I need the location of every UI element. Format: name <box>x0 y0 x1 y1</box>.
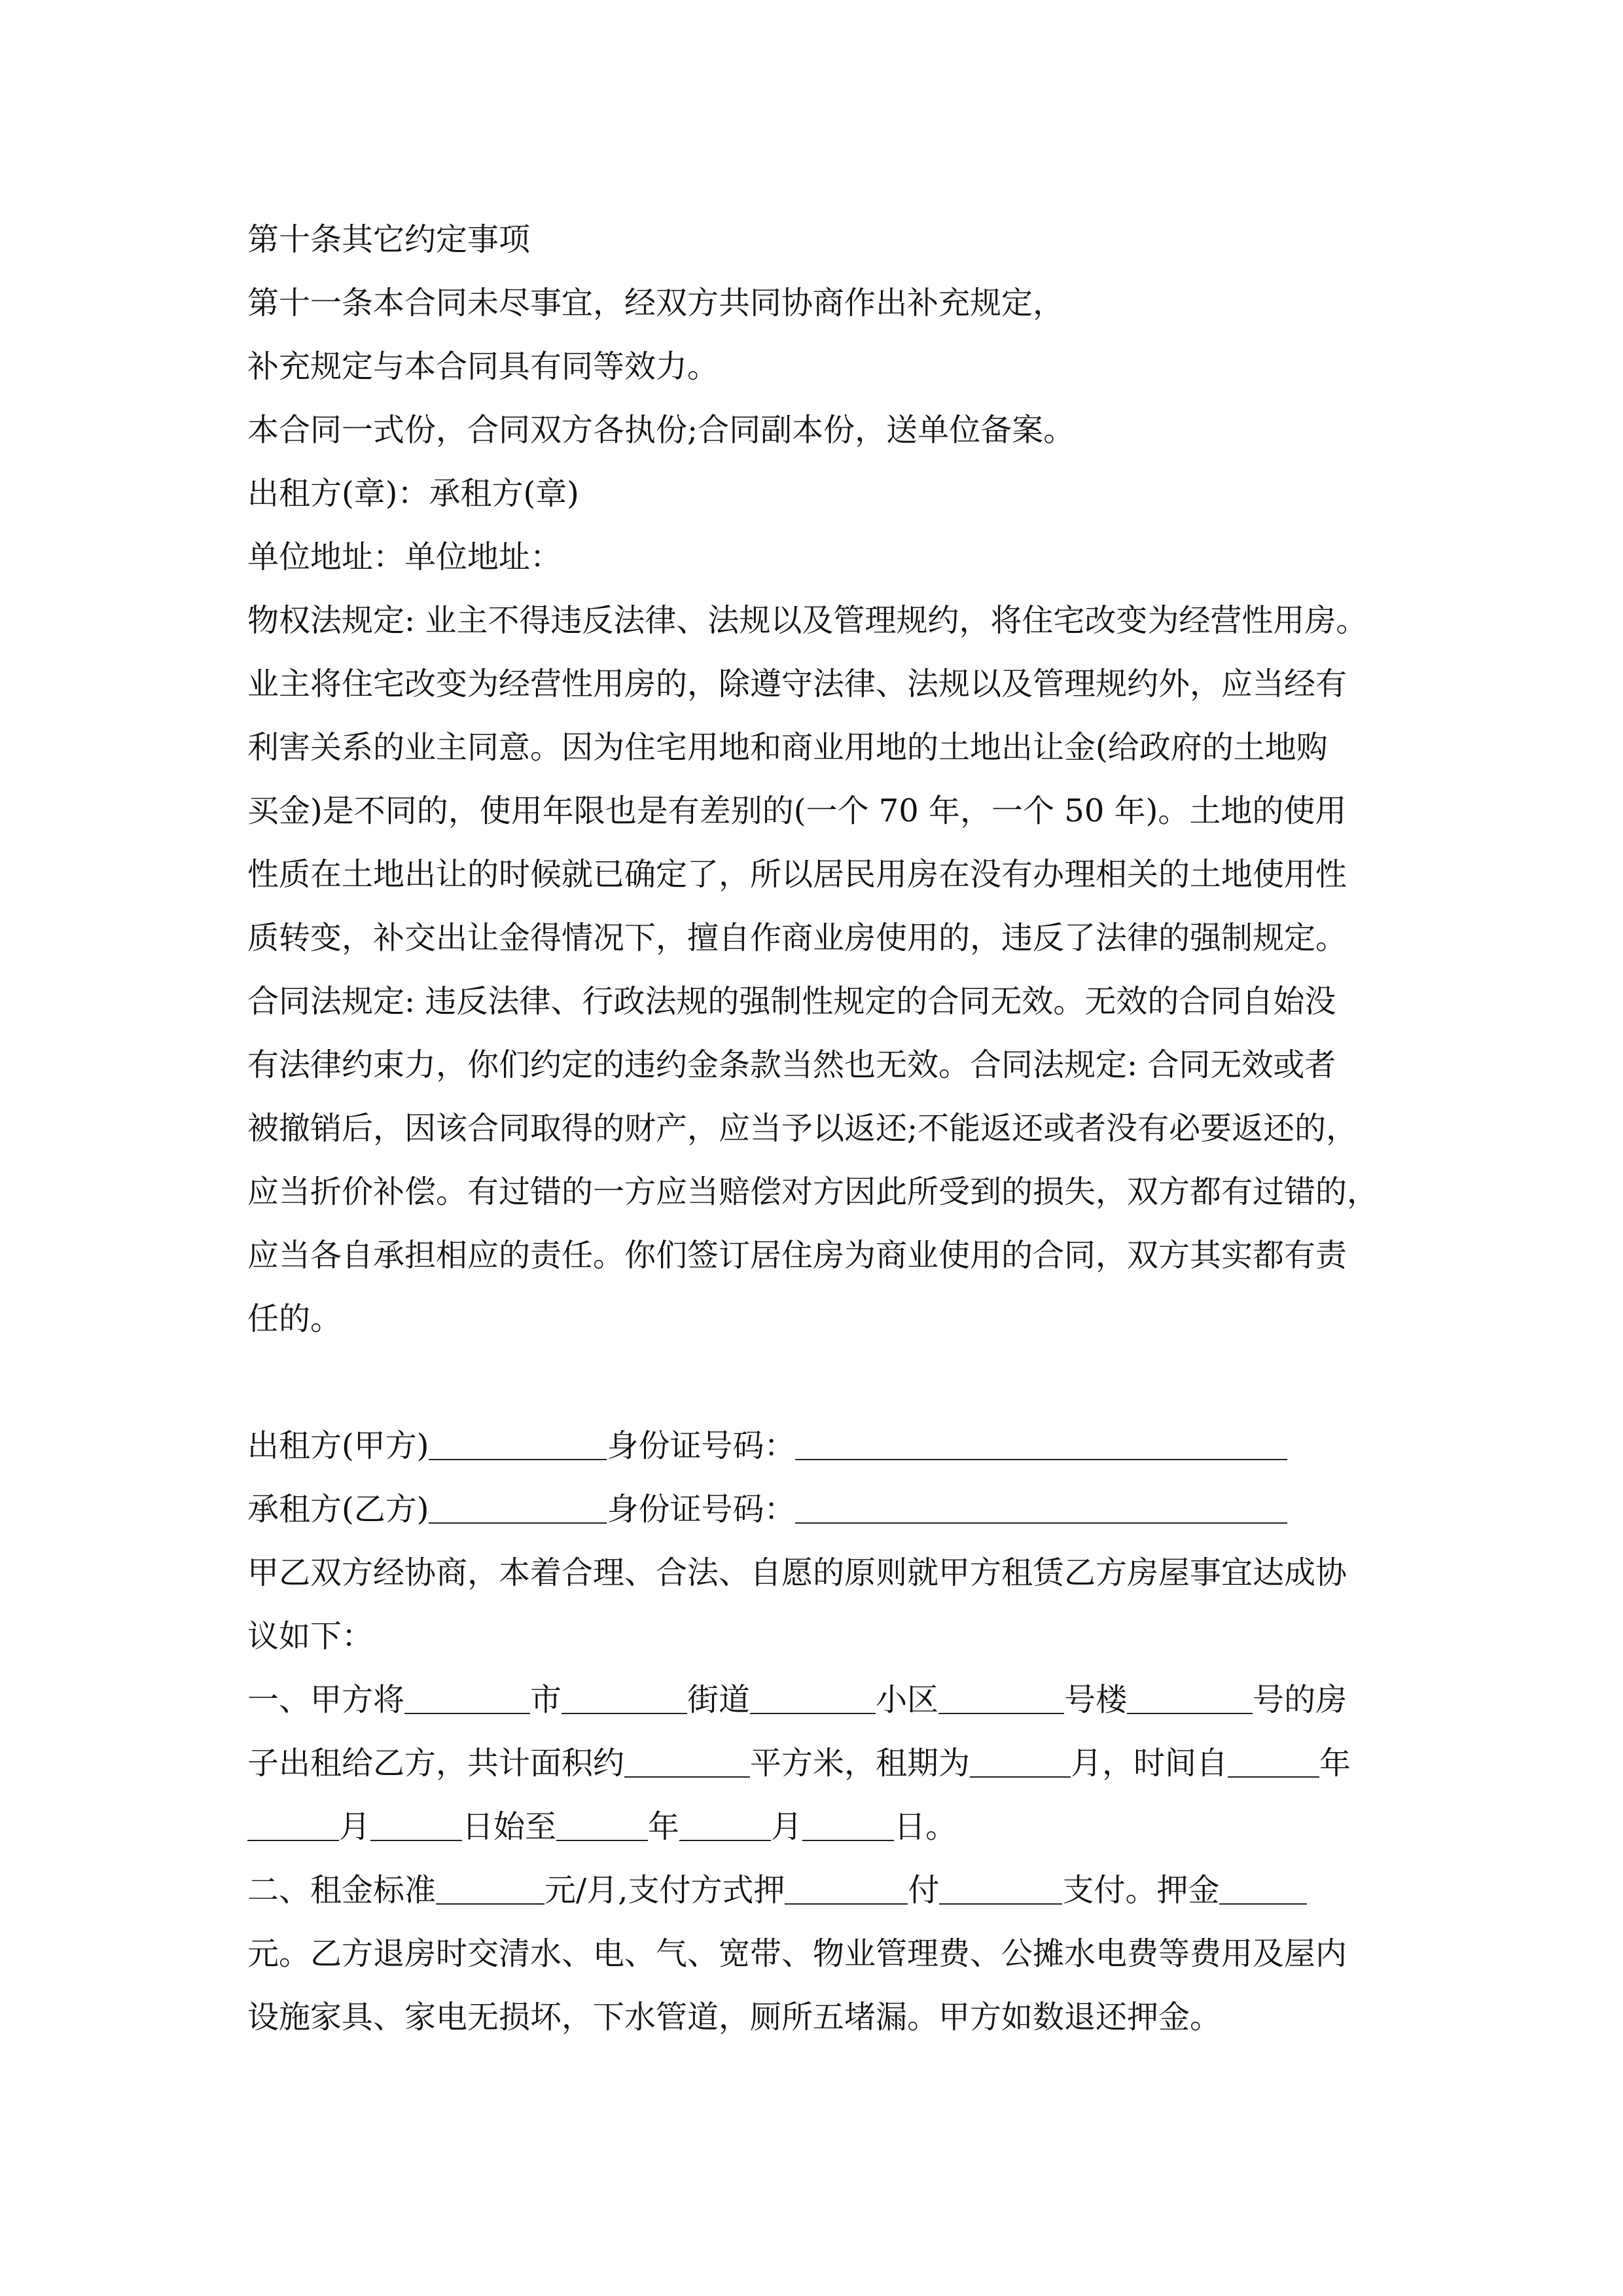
start-year-blank[interactable] <box>1228 1746 1319 1778</box>
legal-note-line: 物权法规定: 业主不得违反法律、法规以及管理规约，将住宅改变为经营性用房。 <box>247 602 1368 639</box>
clause-text: 号楼 <box>1064 1681 1128 1718</box>
legal-note-line: 质转变，补交出让金得情况下，擅自作商业房使用的，违反了法律的强制规定。 <box>247 920 1347 956</box>
clause-1-line-2 <box>247 1732 1386 1795</box>
legal-note-line: 利害关系的业主同意。因为住宅用地和商业用地的土地出让金(给政府的土地购 <box>247 729 1328 766</box>
lessor-name-blank[interactable] <box>429 1429 607 1460</box>
clause-text: 日。 <box>894 1808 957 1845</box>
section-spacer <box>247 1351 1386 1414</box>
seal-line: 出租方(章)：承租方(章) <box>247 475 579 512</box>
id-label: 身份证号码： <box>607 1427 796 1464</box>
legal-note-line: 被撤销后，因该合同取得的财产，应当予以返还;不能返还或者没有必要返还的， <box>247 1110 1358 1147</box>
document-body <box>247 208 1386 2049</box>
clause-text: 子出租给乙方，共计面积约 <box>247 1745 625 1782</box>
deposit-blank[interactable] <box>1219 1873 1307 1905</box>
clause-2-line-2: 元。乙方退房时交清水、电、气、宽带、物业管理费、公摊水电费等费用及屋内 <box>247 1935 1347 1972</box>
clause-1-line-1 <box>247 1668 1386 1732</box>
article-10-heading: 第十条其它约定事项 <box>247 221 531 258</box>
clause-1-line-3 <box>247 1795 1386 1859</box>
end-year-blank[interactable] <box>556 1810 648 1841</box>
address-line: 单位地址：单位地址： <box>247 539 562 575</box>
legal-note-line: 性质在土地出让的时候就已确定了，所以居民用房在没有办理相关的土地使用性 <box>247 856 1347 893</box>
lessor-label: 出租方(甲方) <box>247 1427 429 1464</box>
clause-text: 街道 <box>687 1681 751 1718</box>
lease-months-blank[interactable] <box>970 1746 1071 1778</box>
legal-note-line: 合同法规定: 违反法律、行政法规的强制性规定的合同无效。无效的合同自始没 <box>247 983 1336 1020</box>
legal-note-line: 业主将住宅改变为经营性用房的，除遵守法律、法规以及管理规约外，应当经有 <box>247 666 1347 702</box>
copies-clause: 本合同一式份，合同双方各执份;合同副本份，送单位备案。 <box>247 412 1075 448</box>
street-blank[interactable] <box>562 1683 687 1714</box>
clause-text: 付 <box>908 1872 940 1909</box>
area-blank[interactable] <box>624 1746 750 1778</box>
lessee-name-blank[interactable] <box>429 1492 607 1524</box>
start-month-blank[interactable] <box>247 1810 339 1841</box>
clause-text: 支付。押金 <box>1062 1872 1220 1909</box>
legal-note-line: 有法律约束力，你们约定的违约金条款当然也无效。合同法规定: 合同无效或者 <box>247 1047 1336 1083</box>
legal-note-line: 买金)是不同的，使用年限也是有差别的(一个 70 年，一个 50 年)。土地的使用 <box>247 793 1347 829</box>
clause-text: 二、租金标准 <box>247 1872 437 1909</box>
clause-text: 市 <box>530 1681 562 1718</box>
clause-2-line-3: 设施家具、家电无损坏，下水管道，厕所五堵漏。甲方如数退还押金。 <box>247 1999 1222 2036</box>
article-11-line: 第十一条本合同未尽事宜，经双方共同协商作出补充规定， <box>247 285 1065 321</box>
clause-text: 年 <box>1319 1745 1351 1782</box>
end-month-blank[interactable] <box>679 1810 771 1841</box>
clause-text: 一、甲方将 <box>247 1681 405 1718</box>
clause-2-line-1 <box>247 1859 1386 1922</box>
intro-line: 甲乙双方经协商，本着合理、合法、自愿的原则就甲方租赁乙方房屋事宜达成协 <box>247 1554 1347 1591</box>
intro-line: 议如下： <box>247 1618 374 1655</box>
clause-text: 号的房 <box>1253 1681 1347 1718</box>
clause-text: 月 <box>771 1808 803 1845</box>
clause-text: 元/月,支付方式押 <box>544 1872 785 1909</box>
rent-blank[interactable] <box>436 1873 544 1905</box>
legal-note-line: 任的。 <box>247 1300 342 1337</box>
clause-text: 月，时间自 <box>1071 1745 1228 1782</box>
legal-note-line: 应当各自承担相应的责任。你们签订居住房为商业使用的合同，双方其实都有责 <box>247 1237 1347 1274</box>
lessor-row <box>247 1414 1386 1478</box>
lessee-id-blank[interactable] <box>795 1492 1287 1524</box>
city-blank[interactable] <box>404 1683 530 1714</box>
pay-months-blank[interactable] <box>939 1873 1062 1905</box>
end-day-blank[interactable] <box>802 1810 894 1841</box>
building-blank[interactable] <box>938 1683 1064 1714</box>
start-day-blank[interactable] <box>370 1810 462 1841</box>
clause-text: 小区 <box>876 1681 939 1718</box>
clause-text: 日始至 <box>462 1808 557 1845</box>
id-label: 身份证号码： <box>607 1491 796 1528</box>
lessee-row <box>247 1478 1386 1541</box>
clause-text: 年 <box>648 1808 680 1845</box>
lessee-label: 承租方(乙方) <box>247 1491 429 1528</box>
article-11-line: 补充规定与本合同具有同等效力。 <box>247 348 719 385</box>
unit-blank[interactable] <box>1127 1683 1253 1714</box>
lessor-id-blank[interactable] <box>795 1429 1287 1460</box>
clause-text: 平方米，租期为 <box>750 1745 971 1782</box>
clause-text: 月 <box>339 1808 371 1845</box>
legal-note-line: 应当折价补偿。有过错的一方应当赔偿对方因此所受到的损失，双方都有过错的， <box>247 1174 1379 1210</box>
deposit-months-blank[interactable] <box>785 1873 908 1905</box>
community-blank[interactable] <box>750 1683 876 1714</box>
